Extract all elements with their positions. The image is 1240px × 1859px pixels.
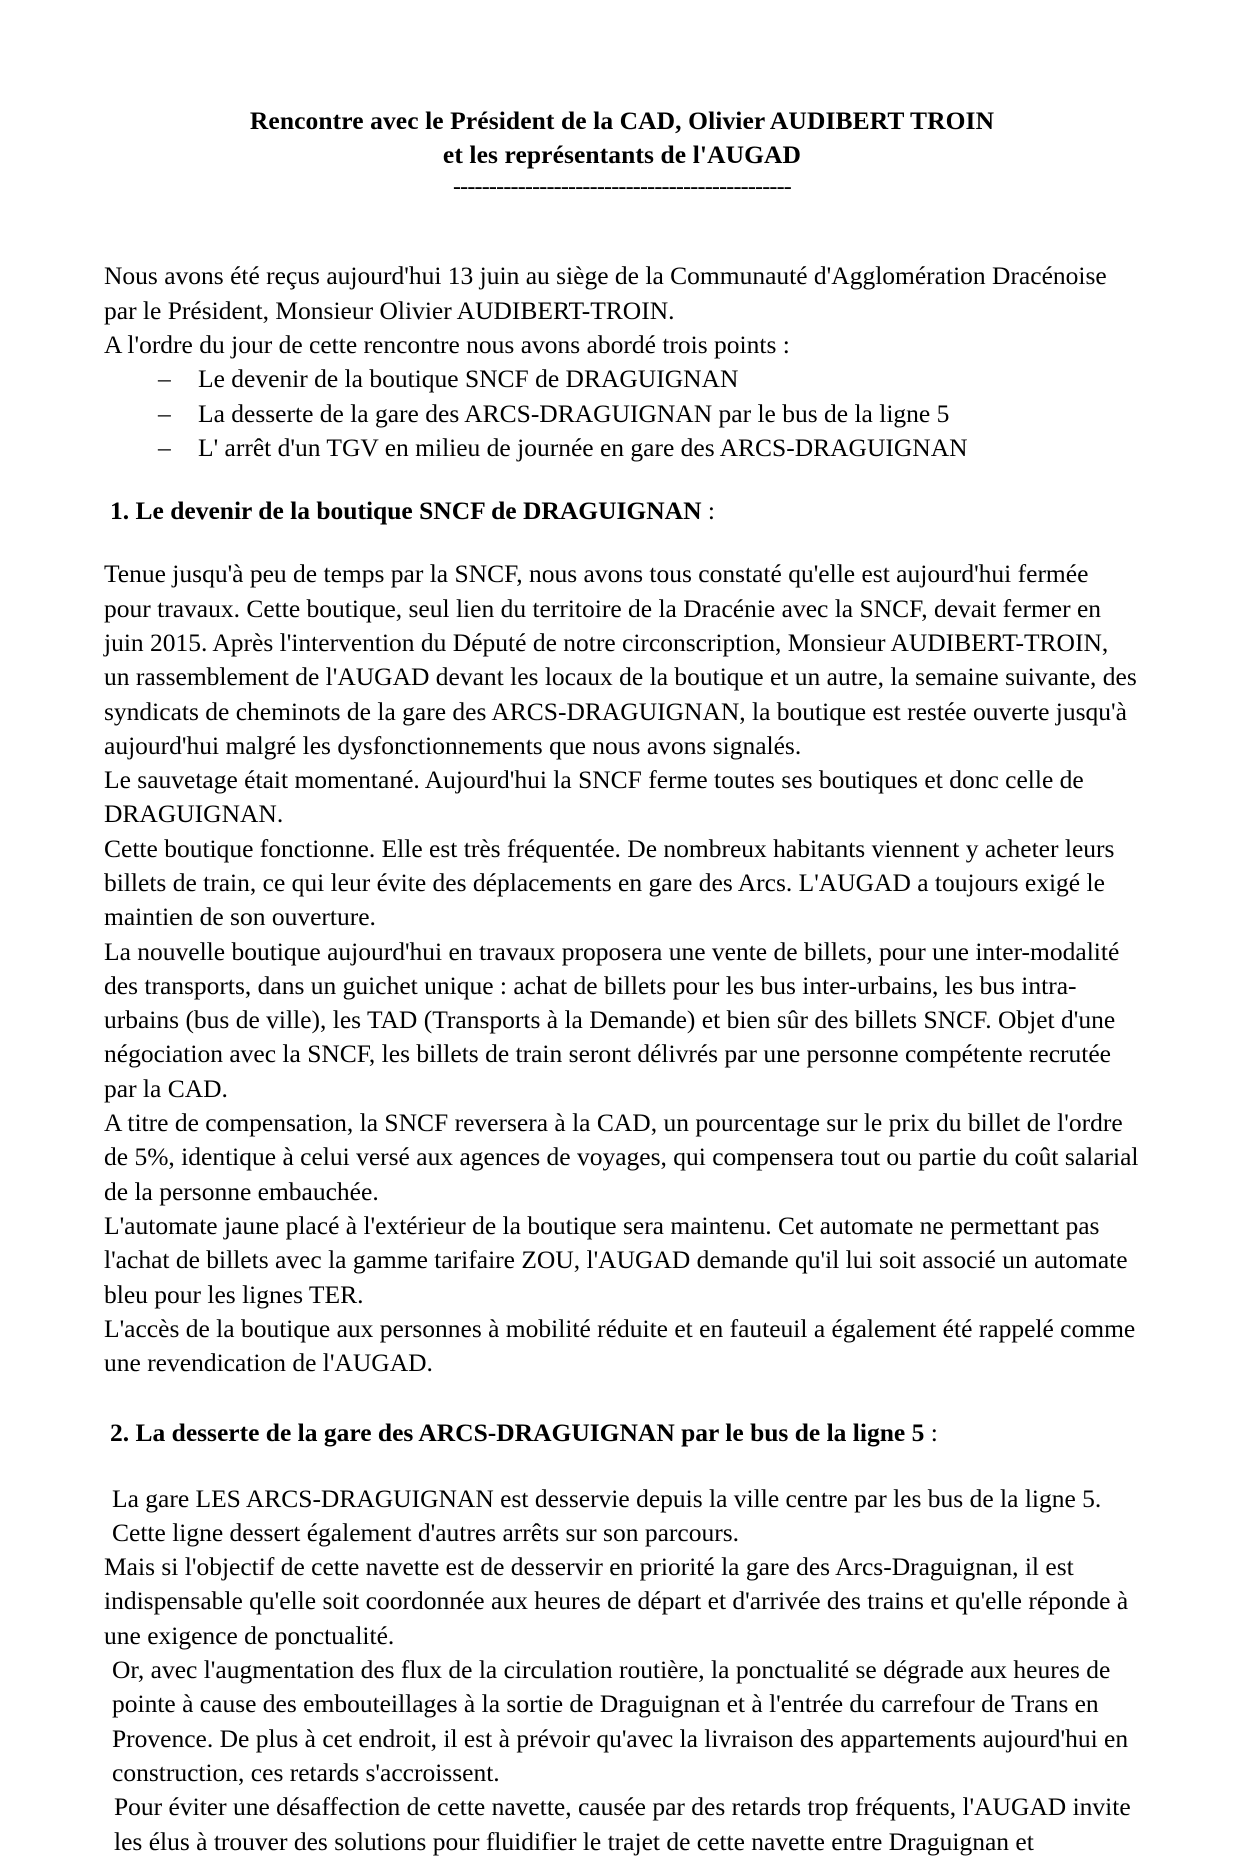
section-2-paragraph-1: La gare LES ARCS-DRAGUIGNAN est desservie depuis la ville centre par les bus de la ligne 5. [112,1483,1102,1513]
section-1-paragraph-1: Tenue jusqu'à peu de temps par la SNCF, nous avons tous constaté qu'elle est aujourd'hui fermée pour travaux. Cette boutique, seul lien du territoire de la Dracénie avec la SNCF, devait fermer en juin 2015. Après l'intervention du Député de notre circonscription, Monsieur AUDIBERT-TROIN, un rassemblement de l'AUGAD devant les locaux de la boutique et un autre, la semaine suivante, des syndicats de cheminots de la gare des ARCS-DRAGUIGNAN, la boutique est restée ouverte jusqu'à aujourd'hui malgré les dysfonctionnements que nous avons signalés. [104,559,1137,760]
list-item [158,397,1140,431]
section-1-paragraph-6: L'automate jaune placé à l'extérieur de la boutique sera maintenu. Cet automate ne permettant pas l'achat de billets avec la gamme tarifaire ZOU, l'AUGAD demande qu'il lui soit associé un automate bleu pour les lignes TER. [104,1210,1128,1309]
list-item [158,431,1140,465]
section-1-body [104,557,1140,1380]
section-1 [104,494,1140,527]
list-item [158,362,1140,396]
intro-block [104,259,1140,465]
list-item-label: Le devenir de la boutique SNCF de DRAGUIGNAN [198,364,739,394]
section-2-body [104,1482,1140,1859]
bullet-dash-icon: – [158,364,171,394]
section-1-paragraph-5: A titre de compensation, la SNCF reversera à la CAD, un pourcentage sur le prix du billet de l'ordre de 5%, identique à celui versé aux agences de voyages, qui compensera tout ou partie du coût salarial de la personne embauchée. [104,1108,1139,1206]
section-1-heading [104,494,1140,527]
page-title [104,96,1140,172]
title-divider: ----------------------------------------------- [452,173,792,200]
section-1-heading-text: 1. Le devenir de la boutique SNCF de DRAGUIGNAN [110,496,702,526]
section-2-paragraph-4: Or, avec l'augmentation des flux de la circulation routière, la ponctualité se dégrade aux heures de pointe à cause des embouteillages à la sortie de Draguignan et à l'entrée du carrefour de Trans en Provence. De plus à cet endroit, il est à prévoir qu'avec la livraison des appartements aujourd'hui en construction, ces retards s'accroissent. [112,1655,1129,1787]
section-1-heading-colon: : [701,496,715,526]
document-header [104,96,1140,201]
section-2-heading [104,1416,1140,1449]
intro-paragraph-2: A l'ordre du jour de cette rencontre nous avons abordé trois points : [104,330,790,359]
section-2-paragraph-3: Mais si l'objectif de cette navette est de desservir en priorité la gare des Arcs-Draguignan, il est indispensable qu'elle soit coordonnée aux heures de départ et d'arrivée des trains et qu'elle réponde à une exigence de ponctualité. [104,1552,1129,1650]
list-item-label: La desserte de la gare des ARCS-DRAGUIGNAN par le bus de la ligne 5 [198,398,950,428]
section-2-heading-colon: : [924,1418,938,1448]
section-1-paragraph-2: Le sauvetage était momentané. Aujourd'hui la SNCF ferme toutes ses boutiques et donc celle de DRAGUIGNAN. [104,765,1084,829]
section-2-heading-text: 2. La desserte de la gare des ARCS-DRAGUIGNAN par le bus de la ligne 5 [110,1418,925,1448]
list-item-label: L' arrêt d'un TGV en milieu de journée en gare des ARCS-DRAGUIGNAN [198,432,968,462]
title-line-1: Rencontre avec le Président de la CAD, Olivier AUDIBERT TROIN [249,106,995,135]
section-1-paragraph-7: L'accès de la boutique aux personnes à mobilité réduite et en fauteuil a également été rappelé comme une revendication de l'AUGAD. [104,1313,1136,1378]
bullet-dash-icon: – [158,432,171,462]
bullet-dash-icon: – [158,398,171,428]
section-2-paragraph-2: Cette ligne dessert également d'autres arrêts sur son parcours. [112,1517,740,1547]
section-2 [104,1416,1140,1449]
agenda-points-list [104,362,1140,465]
title-line-2: et les représentants de l'AUGAD [442,139,802,169]
section-2-paragraph-5: Pour éviter une désaffection de cette navette, causée par des retards trop fréquents, l'AUGAD invite les élus à trouver des solutions pour fluidifier le trajet de cette navette entre Draguignan et [114,1792,1131,1856]
intro-paragraph-1: Nous avons été reçus aujourd'hui 13 juin au siège de la Communauté d'Agglomération Dracénoise par le Président, Monsieur Olivier AUDIBERT-TROIN. [104,261,1107,325]
section-1-paragraph-4: La nouvelle boutique aujourd'hui en travaux proposera une vente de billets, pour une inter-modalité des transports, dans un guichet unique : achat de billets pour les bus inter-urbains, les bus intra-urbains (bus de ville), les TAD (Transports à la Demande) et bien sûr des billets SNCF. Objet d'une négociation avec la SNCF, les billets de train seront délivrés par une personne compétente recrutée par la CAD. [104,936,1120,1103]
section-1-paragraph-3: Cette boutique fonctionne. Elle est très fréquentée. De nombreux habitants viennent y acheter leurs billets de train, ce qui leur évite des déplacements en gare des Arcs. L'AUGAD a toujours exigé le maintien de son ouverture. [104,833,1115,932]
